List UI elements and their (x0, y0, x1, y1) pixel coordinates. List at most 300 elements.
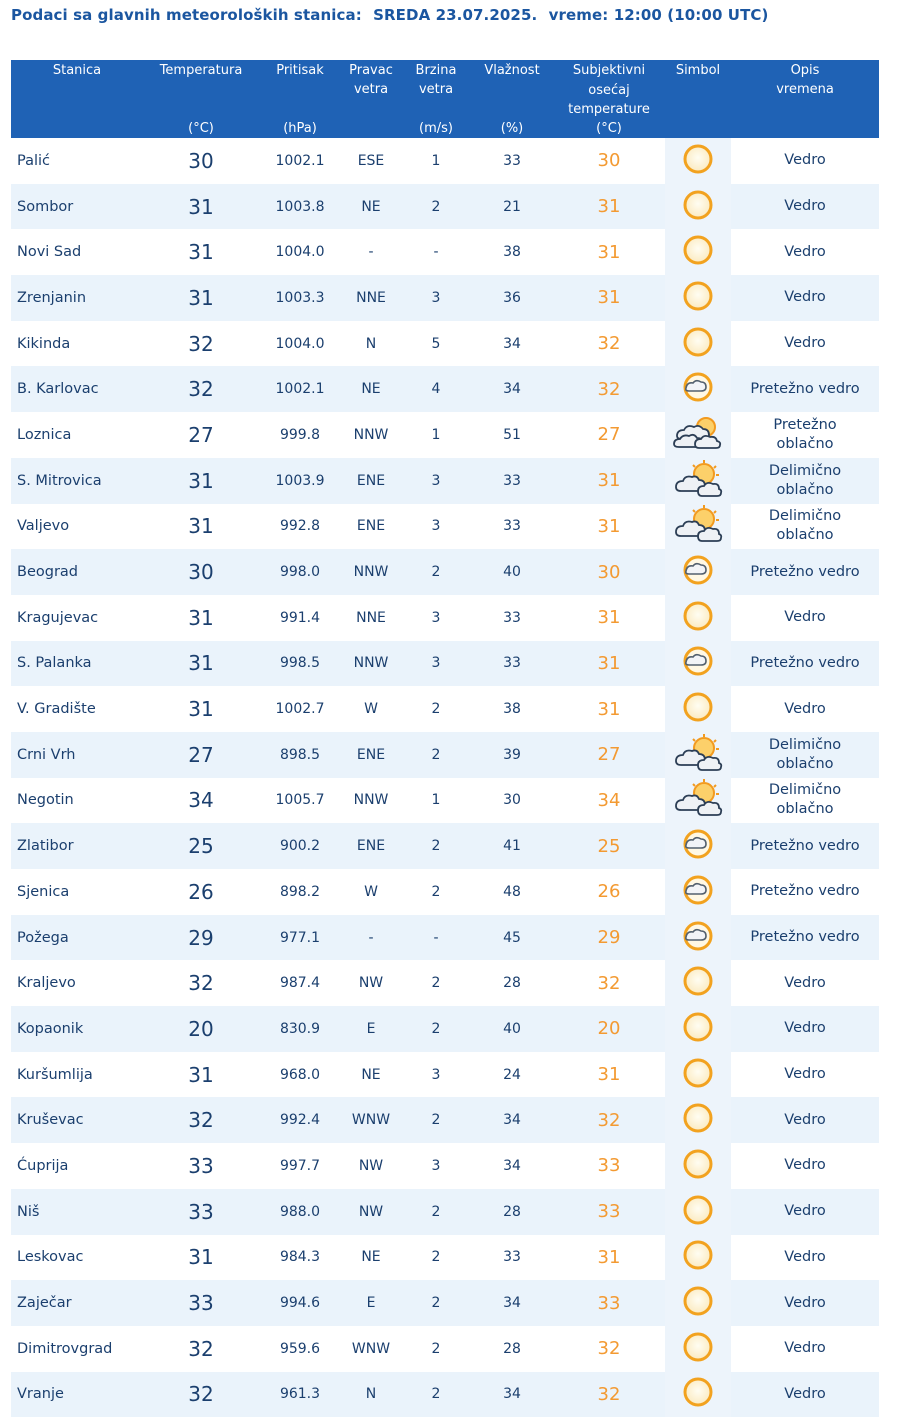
description-cell: Vedro (784, 1157, 826, 1174)
wind-speed-cell: 2 (401, 1006, 471, 1052)
symbol-cell (665, 1097, 731, 1143)
wind-direction-cell: ENE (341, 732, 401, 778)
wind-speed-cell: 5 (431, 335, 441, 352)
symbol-cell (665, 1052, 731, 1098)
col-temperature: Temperatura (°C) (143, 60, 259, 138)
wind-direction-cell: E (341, 1006, 401, 1052)
temperature-cell: 27 (188, 422, 214, 447)
wind-direction-cell: NE (341, 184, 401, 230)
sun-clouds-icon (671, 460, 725, 498)
feels-like-cell: 31 (597, 607, 621, 629)
wind-speed-cell: 1 (431, 152, 441, 169)
station-cell: Loznica (17, 426, 72, 443)
sun-small-cloud-icon (671, 551, 725, 589)
station-cell: Zaječar (11, 1280, 143, 1326)
symbol-cell (665, 1280, 731, 1326)
symbol-cell (665, 458, 731, 504)
temperature-cell: 32 (188, 1336, 214, 1361)
temperature-cell: 31 (143, 275, 259, 321)
description-cell: Vedro (784, 1066, 826, 1083)
sun-icon (671, 1099, 725, 1137)
wind-speed-cell: 2 (431, 883, 441, 900)
wind-speed-cell: 3 (431, 609, 441, 626)
humidity-cell: 34 (503, 1157, 521, 1174)
description-cell: Vedro (784, 152, 826, 169)
station-cell: Požega (11, 915, 143, 961)
station-cell: Negotin (17, 792, 74, 809)
description-cell: Pretežno vedro (731, 915, 879, 961)
sun-icon (671, 962, 725, 1000)
description-cell: Vedro (784, 1340, 826, 1357)
wind-direction-cell: E (341, 1280, 401, 1326)
humidity-cell: 51 (503, 426, 521, 443)
station-cell: S. Palanka (11, 641, 143, 687)
station-cell: Beograd (11, 549, 143, 595)
humidity-cell: 28 (503, 975, 521, 992)
wind-direction-cell: NE (341, 366, 401, 412)
humidity-cell: 33 (503, 518, 521, 535)
table-row (11, 1326, 879, 1372)
sun-small-cloud-icon (671, 642, 725, 680)
humidity-cell: 28 (503, 1340, 521, 1357)
station-cell: Kruševac (11, 1097, 143, 1143)
table-row (11, 1372, 879, 1417)
table-row (11, 823, 879, 869)
col-description: Opis vremena (731, 60, 879, 138)
humidity-cell: 34 (471, 366, 553, 412)
wind-direction-cell: ESE (357, 152, 385, 169)
station-cell: Zrenjanin (11, 275, 143, 321)
pressure-cell: 1002.1 (259, 366, 341, 412)
temperature-cell: 32 (143, 366, 259, 412)
humidity-cell: 45 (471, 915, 553, 961)
table-row (11, 458, 879, 504)
sun-icon (671, 186, 725, 224)
humidity-cell: 34 (471, 1372, 553, 1417)
description-cell: Delimično oblačno (731, 458, 879, 504)
description-cell: Vedro (731, 275, 879, 321)
feels-like-cell: 31 (553, 184, 665, 230)
station-cell: Kuršumlija (17, 1066, 93, 1083)
wind-direction-cell: N (341, 1372, 401, 1417)
pressure-cell: 968.0 (279, 1066, 321, 1083)
wind-direction-cell: WNW (341, 1097, 401, 1143)
symbol-cell (665, 1143, 731, 1189)
feels-like-cell: 32 (597, 333, 621, 355)
wind-speed-cell: - (401, 915, 471, 961)
wind-direction-cell: - (341, 915, 401, 961)
humidity-cell: 33 (503, 609, 521, 626)
station-cell: Kikinda (17, 335, 71, 352)
title-time: vreme: 12:00 (10:00 UTC) (548, 6, 769, 24)
station-cell: Crni Vrh (11, 732, 143, 778)
table-row (11, 549, 879, 595)
table-row (11, 1143, 879, 1189)
col-feels-like-unit: (°C) (596, 121, 622, 136)
temperature-cell: 31 (188, 514, 214, 539)
table-row (11, 869, 879, 915)
wind-speed-cell: 3 (401, 275, 471, 321)
wind-direction-cell: NE (361, 1249, 381, 1266)
feels-like-cell: 30 (597, 150, 621, 172)
symbol-cell (665, 1189, 731, 1235)
wind-direction-cell: NNE (341, 275, 401, 321)
description-cell: Vedro (731, 1189, 879, 1235)
humidity-cell: 39 (471, 732, 553, 778)
symbol-cell (665, 1326, 731, 1372)
station-cell: Zlatibor (11, 823, 143, 869)
symbol-cell (665, 549, 731, 595)
temperature-cell: 31 (188, 1245, 214, 1270)
station-cell: Novi Sad (17, 244, 82, 261)
table-row (11, 321, 879, 367)
temperature-cell: 31 (143, 458, 259, 504)
table-row (11, 184, 879, 230)
wind-speed-cell: 1 (431, 792, 441, 809)
wind-speed-cell: 2 (401, 549, 471, 595)
sun-icon (671, 1008, 725, 1046)
station-cell: Niš (11, 1189, 143, 1235)
humidity-cell: 33 (503, 152, 521, 169)
col-wind-speed-unit: (m/s) (419, 121, 453, 136)
table-row (11, 778, 879, 824)
feels-like-cell: 33 (597, 1155, 621, 1177)
table-row (11, 275, 879, 321)
humidity-cell: 28 (471, 1189, 553, 1235)
pressure-cell: 1002.7 (275, 701, 325, 718)
feels-like-cell: 31 (553, 641, 665, 687)
sun-small-cloud-icon (671, 825, 725, 863)
sun-icon (671, 1282, 725, 1320)
sun-icon (671, 1145, 725, 1183)
humidity-cell: 48 (503, 883, 521, 900)
wind-direction-cell: W (364, 701, 378, 718)
col-pressure-unit: (hPa) (283, 121, 317, 136)
humidity-cell: 34 (471, 1280, 553, 1326)
symbol-cell (665, 960, 731, 1006)
pressure-cell: 1003.3 (259, 275, 341, 321)
description-cell: Vedro (784, 335, 826, 352)
symbol-cell (665, 1235, 731, 1281)
pressure-cell: 1005.7 (275, 792, 325, 809)
wind-speed-cell: 2 (401, 732, 471, 778)
wind-speed-cell: 2 (431, 975, 441, 992)
table-row (11, 732, 879, 778)
col-symbol: Simbol (665, 60, 731, 138)
humidity-cell: 40 (471, 549, 553, 595)
temperature-cell: 34 (188, 788, 214, 813)
col-pressure: Pritisak (hPa) (259, 60, 341, 138)
sun-icon (671, 597, 725, 635)
temperature-cell: 32 (188, 331, 214, 356)
sun-small-cloud-icon (671, 871, 725, 909)
wind-speed-cell: 2 (401, 1097, 471, 1143)
description-cell: Pretežno vedro (731, 641, 879, 687)
wind-speed-cell: - (433, 244, 439, 261)
wind-direction-cell: ENE (341, 458, 401, 504)
station-cell: Kopaonik (11, 1006, 143, 1052)
description-cell: Vedro (784, 243, 826, 260)
sun-clouds-icon (671, 779, 725, 817)
symbol-cell (665, 366, 731, 412)
temperature-cell: 27 (143, 732, 259, 778)
station-cell: Kragujevac (17, 609, 99, 626)
pressure-cell: 984.3 (279, 1249, 321, 1266)
description-cell: Pretežno vedro (750, 883, 860, 900)
humidity-cell: 34 (503, 335, 521, 352)
station-cell: Valjevo (17, 518, 70, 535)
temperature-cell: 32 (143, 1097, 259, 1143)
table-header (11, 60, 879, 138)
description-cell: Pretežno vedro (731, 366, 879, 412)
station-cell: Ćuprija (17, 1157, 69, 1174)
wind-speed-cell: 3 (431, 1066, 441, 1083)
feels-like-cell: 32 (553, 1372, 665, 1417)
symbol-cell (665, 732, 731, 778)
humidity-cell: 41 (471, 823, 553, 869)
pressure-cell: 900.2 (259, 823, 341, 869)
description-cell: Delimično oblačno (768, 782, 842, 818)
wind-direction-cell: NNW (353, 426, 389, 443)
description-cell: Vedro (784, 609, 826, 626)
feels-like-cell: 31 (553, 275, 665, 321)
symbol-cell (665, 641, 731, 687)
pressure-cell: 997.7 (279, 1157, 321, 1174)
pressure-cell: 1002.1 (275, 152, 325, 169)
pressure-cell: 977.1 (259, 915, 341, 961)
station-cell: B. Karlovac (11, 366, 143, 412)
wind-direction-cell: NNW (353, 792, 389, 809)
sun-icon (671, 277, 725, 315)
station-cell: Vranje (11, 1372, 143, 1417)
feels-like-cell: 33 (553, 1189, 665, 1235)
temperature-cell: 30 (143, 549, 259, 595)
feels-like-cell: 31 (597, 241, 621, 263)
clouds-sun-icon (671, 414, 725, 452)
wind-speed-cell: 3 (431, 1157, 441, 1174)
wind-speed-cell: 2 (401, 1280, 471, 1326)
wind-speed-cell: 2 (401, 184, 471, 230)
table-row (11, 1052, 879, 1098)
wind-speed-cell: 2 (431, 1340, 441, 1357)
symbol-cell (665, 915, 731, 961)
symbol-cell (665, 184, 731, 230)
col-station: Stanica (11, 60, 143, 138)
humidity-cell: 24 (503, 1066, 521, 1083)
sun-clouds-icon (671, 505, 725, 543)
sun-icon (671, 1236, 725, 1274)
pressure-cell: 988.0 (259, 1189, 341, 1235)
table-row (11, 960, 879, 1006)
sun-icon (671, 1373, 725, 1411)
wind-speed-cell: 2 (431, 701, 441, 718)
symbol-cell (665, 595, 731, 641)
feels-like-cell: 31 (597, 1064, 621, 1086)
humidity-cell: 33 (471, 641, 553, 687)
wind-direction-cell: NW (358, 975, 384, 992)
symbol-cell (665, 412, 731, 458)
symbol-cell (665, 504, 731, 550)
wind-direction-cell: NNW (341, 641, 401, 687)
pressure-cell: 898.5 (259, 732, 341, 778)
station-cell: Leskovac (17, 1249, 84, 1266)
temperature-cell: 20 (143, 1006, 259, 1052)
pressure-cell: 992.8 (279, 518, 321, 535)
wind-speed-cell: 2 (401, 1372, 471, 1417)
sun-icon (671, 140, 725, 178)
table-row (11, 1006, 879, 1052)
symbol-cell (665, 1006, 731, 1052)
sun-icon (671, 231, 725, 269)
feels-like-cell: 32 (597, 1338, 621, 1360)
humidity-cell: 33 (503, 1249, 521, 1266)
title-date: SREDA 23.07.2025. (373, 6, 538, 24)
table-row (11, 915, 879, 961)
description-cell: Delimično oblačno (768, 508, 842, 544)
wind-speed-cell: 1 (431, 426, 441, 443)
pressure-cell: 998.5 (259, 641, 341, 687)
pressure-cell: 998.0 (259, 549, 341, 595)
symbol-cell (665, 869, 731, 915)
table-row (11, 1235, 879, 1281)
wind-direction-cell: NNW (341, 549, 401, 595)
feels-like-cell: 31 (597, 1246, 621, 1268)
wind-speed-cell: 2 (431, 1249, 441, 1266)
table-row (11, 504, 879, 550)
col-wind-speed: Brzina vetra (m/s) (401, 60, 471, 138)
wind-speed-cell: 4 (401, 366, 471, 412)
feels-like-cell: 31 (597, 698, 621, 720)
station-cell: Kraljevo (17, 975, 76, 992)
station-cell: S. Mitrovica (11, 458, 143, 504)
wind-direction-cell: NW (358, 1157, 384, 1174)
feels-like-cell: 25 (553, 823, 665, 869)
col-wind-direction: Pravac vetra (341, 60, 401, 138)
description-cell: Pretežno vedro (731, 823, 879, 869)
temperature-cell: 33 (143, 1280, 259, 1326)
temperature-cell: 26 (188, 879, 214, 904)
pressure-cell: 959.6 (279, 1340, 321, 1357)
description-cell: Delimično oblačno (731, 732, 879, 778)
table-row (11, 641, 879, 687)
table-row (11, 1097, 879, 1143)
feels-like-cell: 27 (553, 732, 665, 778)
feels-like-cell: 31 (597, 515, 621, 537)
station-cell: Sjenica (17, 883, 70, 900)
temperature-cell: 29 (143, 915, 259, 961)
col-humidity: Vlažnost (%) (471, 60, 553, 138)
description-cell: Vedro (731, 1006, 879, 1052)
pressure-cell: 999.8 (279, 426, 321, 443)
description-cell: Pretežno vedro (731, 549, 879, 595)
title-prefix: Podaci sa glavnih meteoroloških stanica: (11, 6, 362, 24)
feels-like-cell: 26 (597, 881, 621, 903)
station-cell: V. Gradište (17, 701, 96, 718)
humidity-cell: 38 (503, 244, 521, 261)
symbol-cell (665, 138, 731, 184)
temperature-cell: 30 (188, 148, 214, 173)
sun-small-cloud-icon (671, 917, 725, 955)
table-row (11, 1189, 879, 1235)
station-cell: Palić (17, 152, 51, 169)
sun-small-cloud-icon (671, 368, 725, 406)
weather-table (11, 60, 879, 1417)
table-row (11, 595, 879, 641)
feels-like-cell: 29 (553, 915, 665, 961)
symbol-cell (665, 778, 731, 824)
humidity-cell: 33 (471, 458, 553, 504)
symbol-cell (665, 823, 731, 869)
temperature-cell: 31 (188, 1062, 214, 1087)
humidity-cell: 40 (471, 1006, 553, 1052)
pressure-cell: 1004.0 (275, 244, 325, 261)
pressure-cell: 1003.9 (259, 458, 341, 504)
col-feels-like: Subjektivni osećaj temperature (°C) (553, 60, 665, 138)
table-row (11, 412, 879, 458)
wind-speed-cell: 3 (431, 518, 441, 535)
sun-icon (671, 323, 725, 361)
temperature-cell: 31 (143, 641, 259, 687)
description-cell: Vedro (731, 184, 879, 230)
feels-like-cell: 33 (553, 1280, 665, 1326)
description-cell: Vedro (731, 1280, 879, 1326)
wind-direction-cell: NW (341, 1189, 401, 1235)
description-cell: Vedro (731, 1372, 879, 1417)
pressure-cell: 987.4 (279, 975, 321, 992)
pressure-cell: 991.4 (279, 609, 321, 626)
pressure-cell: 992.4 (259, 1097, 341, 1143)
humidity-cell: 34 (471, 1097, 553, 1143)
wind-direction-cell: - (368, 244, 374, 261)
wind-direction-cell: WNW (351, 1340, 391, 1357)
feels-like-cell: 27 (597, 424, 621, 446)
sun-icon (671, 1054, 725, 1092)
pressure-cell: 994.6 (259, 1280, 341, 1326)
feels-like-cell: 34 (597, 789, 621, 811)
wind-direction-cell: NNE (356, 609, 386, 626)
wind-speed-cell: 3 (401, 641, 471, 687)
station-cell: Dimitrovgrad (17, 1340, 113, 1357)
feels-like-cell: 20 (553, 1006, 665, 1052)
description-cell: Vedro (731, 1097, 879, 1143)
temperature-cell: 31 (188, 605, 214, 630)
table-row (11, 686, 879, 732)
symbol-cell (665, 275, 731, 321)
table-row (11, 138, 879, 184)
temperature-cell: 31 (188, 240, 214, 265)
feels-like-cell: 32 (597, 972, 621, 994)
description-cell: Vedro (784, 700, 826, 717)
pressure-cell: 830.9 (259, 1006, 341, 1052)
sun-icon (671, 1191, 725, 1229)
col-humidity-unit: (%) (500, 121, 524, 136)
page-title (11, 6, 774, 24)
wind-speed-cell: 3 (401, 458, 471, 504)
temperature-cell: 33 (143, 1189, 259, 1235)
wind-direction-cell: W (364, 883, 378, 900)
humidity-cell: 36 (471, 275, 553, 321)
wind-direction-cell: NE (361, 1066, 381, 1083)
symbol-cell (665, 229, 731, 275)
humidity-cell: 38 (503, 701, 521, 718)
humidity-cell: 21 (471, 184, 553, 230)
description-cell: Vedro (784, 974, 826, 991)
table-row (11, 229, 879, 275)
symbol-cell (665, 686, 731, 732)
humidity-cell: 30 (503, 792, 521, 809)
pressure-cell: 1004.0 (275, 335, 325, 352)
feels-like-cell: 32 (553, 366, 665, 412)
